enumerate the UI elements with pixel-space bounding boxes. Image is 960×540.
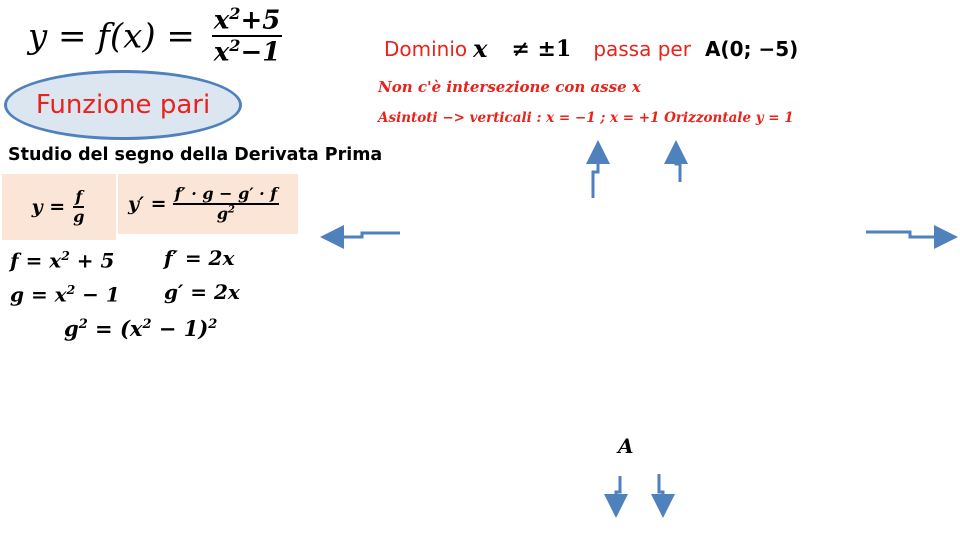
derivative-numerator: f′ · g − g′ · f [174,183,278,203]
quotient-numerator: f [75,186,83,206]
eq-f-lhs: f = x [10,248,62,273]
point-label-a: A [618,434,634,458]
even-function-badge [4,70,242,140]
eq-f-exp: 2 [61,248,70,263]
quotient-denominator: g [73,206,85,226]
den-rest: −1 [240,37,281,68]
bottom-left-down-arrow [616,476,620,512]
function-fraction [212,6,283,67]
domain-condition: ≠ ±1 [511,35,572,62]
derivative-formula-box [118,174,298,234]
function-numerator [212,6,283,37]
equation-g-prime: g′ = 2x [164,280,240,304]
derivative-fraction [173,183,280,223]
right-up-arrow [676,146,680,182]
function-denominator [212,37,283,67]
function-lhs: y = f(x) = [28,16,195,57]
eq-g2-outer-exp: 2 [208,317,218,332]
equation-g-squared [64,316,217,341]
passes-label: passa per [593,36,691,61]
den-exp: 2 [229,35,241,55]
bottom-right-down-arrow [659,474,663,512]
domain-variable: x [473,34,488,63]
quotient-lhs: y = [31,195,66,218]
function-definition [28,6,282,67]
quotient-fraction [71,186,86,226]
num-rest: +5 [240,5,281,36]
domain-line [384,34,798,63]
section-title: Studio del segno della Derivata Prima [8,145,383,165]
derivative-den-base: g [216,203,228,223]
left-up-arrow [593,146,598,198]
even-function-label: Funzione pari [35,90,211,120]
eq-g2-lhs: g [64,316,79,341]
den-base: x [213,37,230,68]
point-coordinates: A(0; −5) [704,36,799,61]
left-branch-arrow [326,233,400,237]
equation-f [10,248,114,273]
eq-g-exp: 2 [66,282,76,297]
derivative-lhs: y′ = [128,192,167,215]
eq-g-rest: − 1 [75,282,120,307]
no-intersection-note: Non c'è intersezione con asse x [378,78,641,96]
right-branch-arrow [866,232,952,237]
derivative-formula [128,183,279,223]
derivative-den-exp: 2 [228,204,235,216]
num-exp: 2 [229,4,241,23]
eq-g2-exp: 2 [78,317,88,332]
domain-label: Dominio [384,36,468,61]
eq-g-lhs: g = x [10,282,67,307]
derivative-denominator [215,205,237,223]
eq-f-rest: + 5 [69,248,115,273]
quotient-formula [31,186,87,226]
eq-g2-inner-exp: 2 [142,317,152,332]
equation-f-prime: f′ = 2x [164,246,235,270]
equation-g [10,282,120,307]
asymptotes-note: Asintoti −> verticali : x = −1 ; x = +1 Orizzontale y = 1 [378,110,794,126]
eq-g2-mid: = (x [87,316,143,341]
eq-g2-rest: − 1) [151,316,209,341]
quotient-formula-box [2,174,116,240]
num-base: x [213,5,230,36]
